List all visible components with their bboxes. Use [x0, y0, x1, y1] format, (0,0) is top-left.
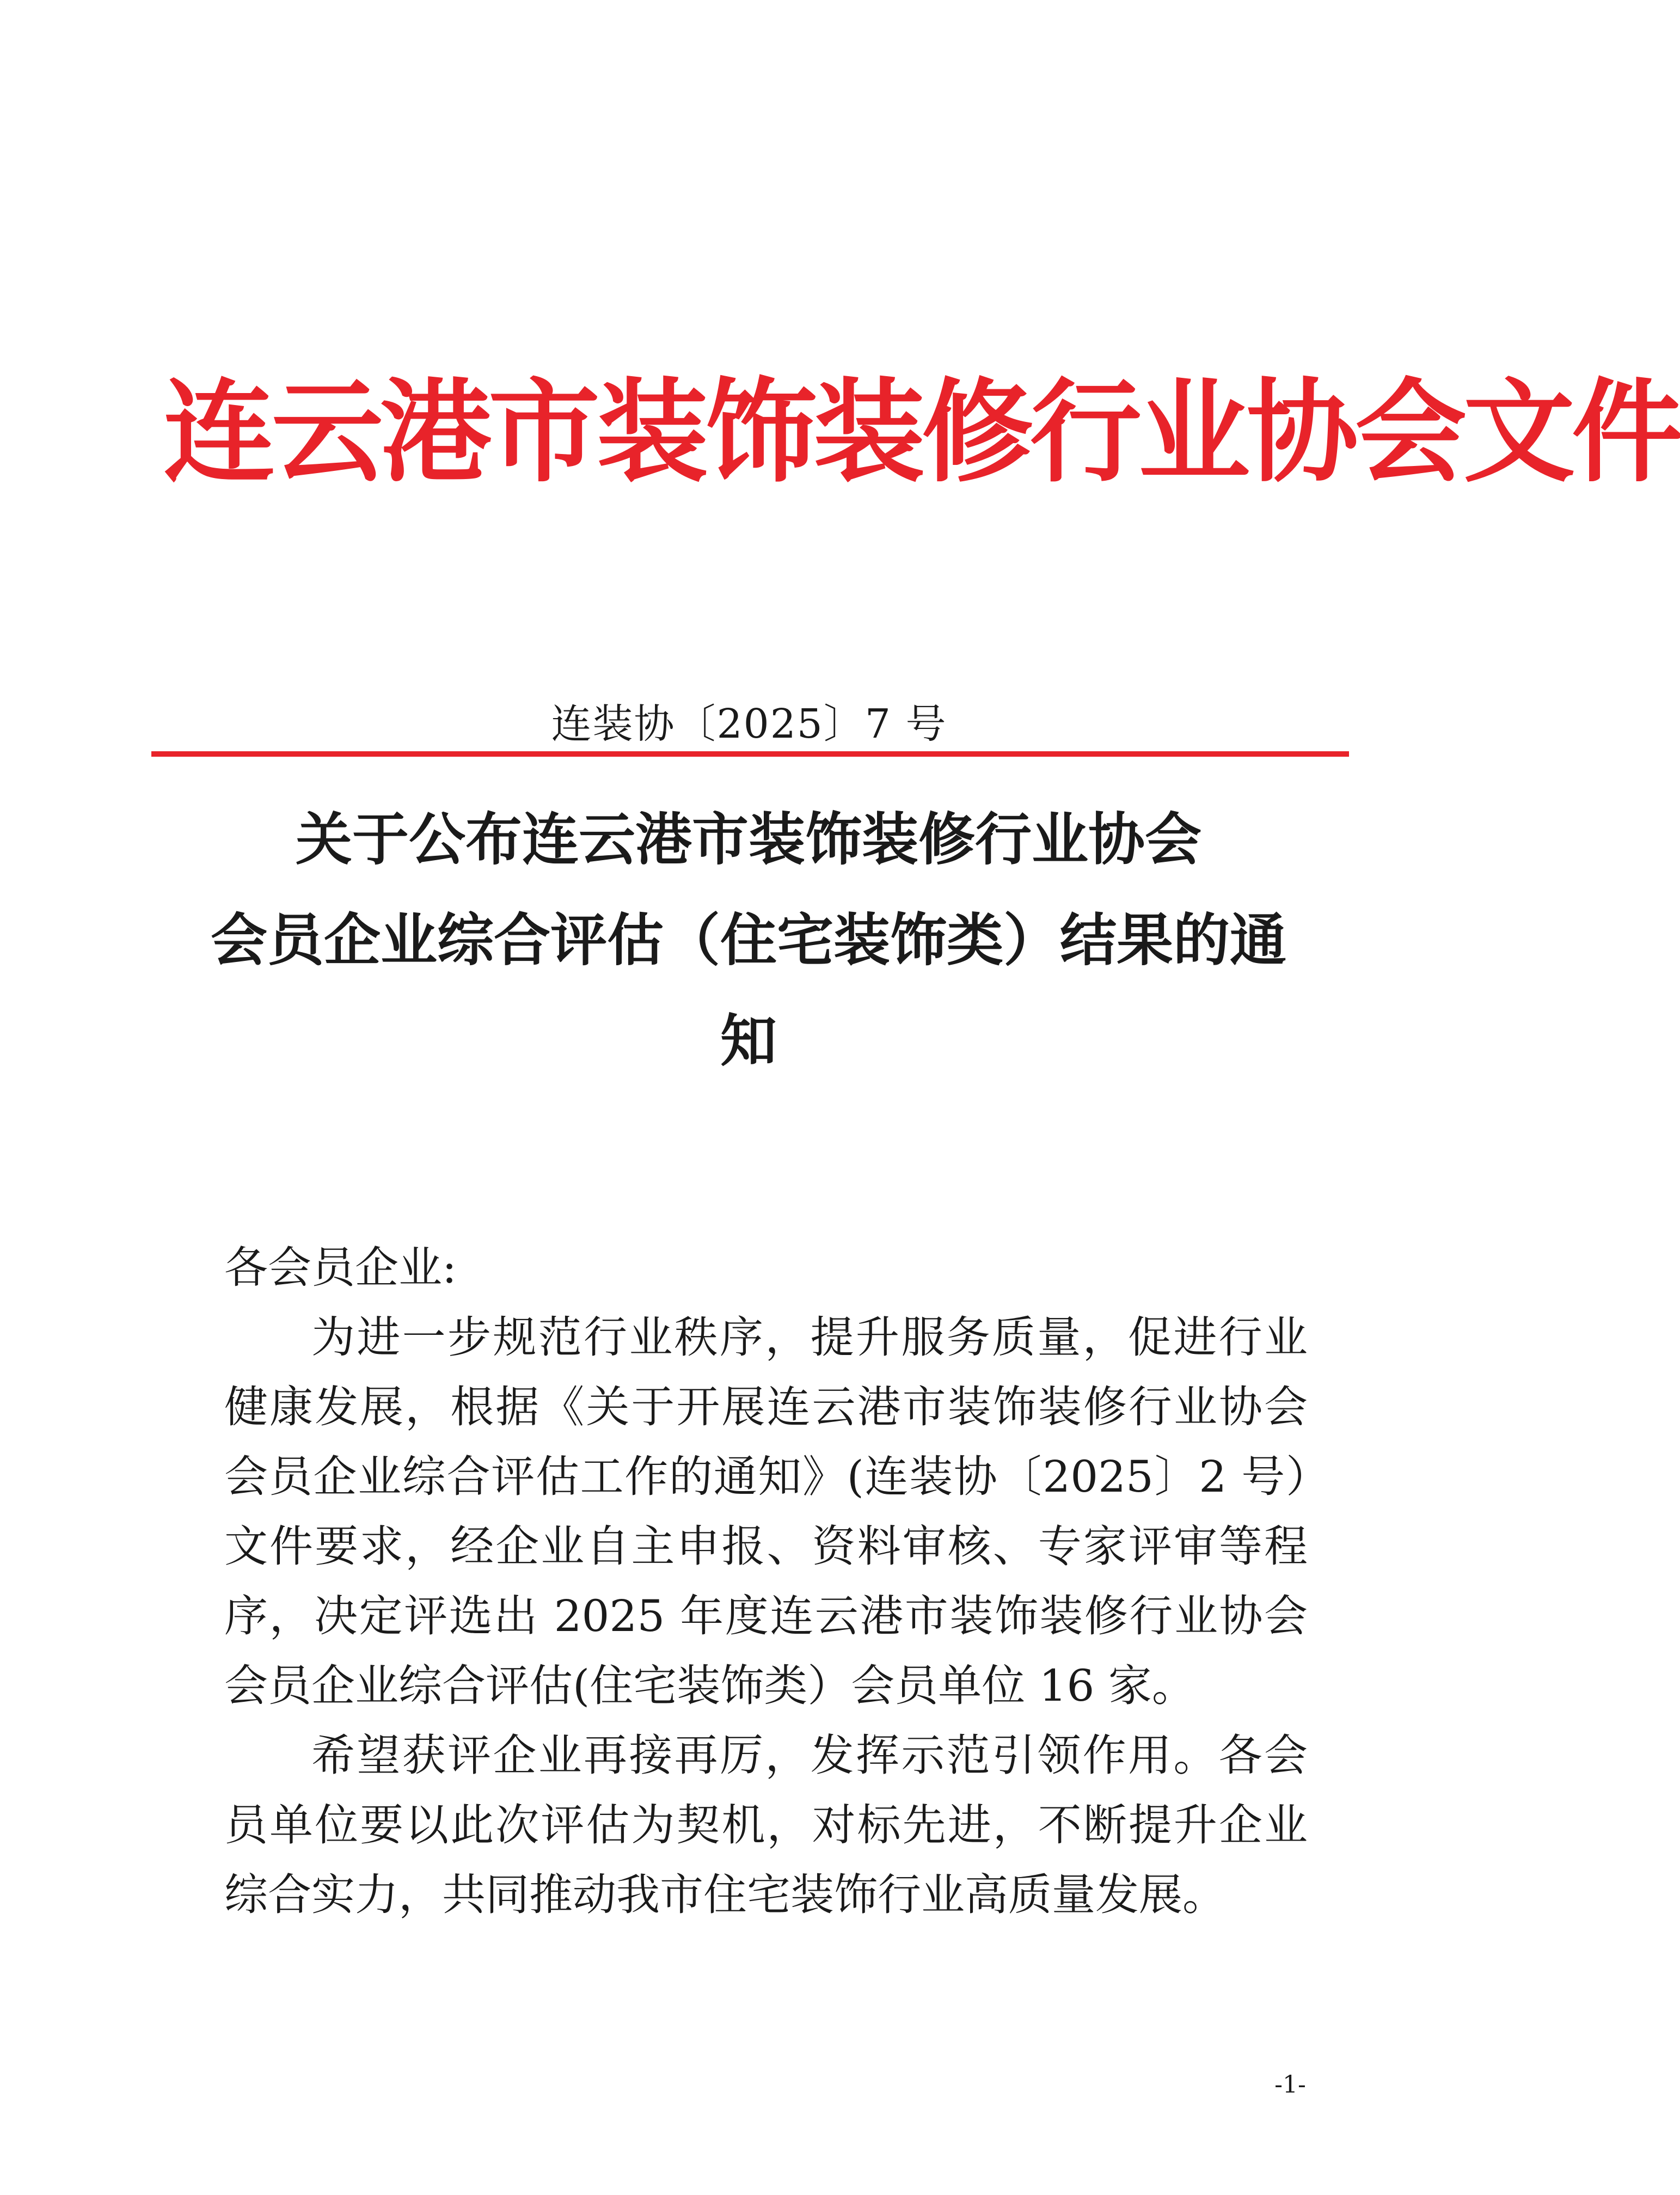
- body-paragraph-2: 希望获评企业再接再厉，发挥示范引领作用。各会员单位要以此次评估为契机，对标先进，不断提升企业综合实力，共同推动我市住宅装饰行业高质量发展。: [224, 1730, 1308, 1920]
- document-number: 连装协〔2025〕7 号: [551, 701, 947, 747]
- title-line-3: 知: [720, 1008, 777, 1074]
- issuer-header: 连云港市装饰装修行业协会文件: [163, 368, 1680, 498]
- page-number: -1-: [1274, 2071, 1306, 2099]
- title-line-1: 关于公布连云港市装饰装修行业协会: [295, 806, 1201, 873]
- red-divider-line: [151, 751, 1349, 757]
- document-body: [224, 1233, 1308, 1930]
- document-title: [180, 789, 1317, 1092]
- salutation: 各会员企业:: [224, 1242, 457, 1293]
- title-line-2: 会员企业综合评估（住宅装饰类）结果的通: [210, 907, 1286, 973]
- body-paragraph-1: 为进一步规范行业秩序，提升服务质量，促进行业健康发展，根据《关于开展连云港市装饰装修行业协会会员企业综合评估工作的通知》(连装协〔2025〕2 号）文件要求，经企业自主申报、资料审核、专家评审等程序，决定评选出 2025 年度连云港市装饰装修行业协会会员企业综合评估(住宅装饰类）会员单位 16 家。: [224, 1312, 1308, 1711]
